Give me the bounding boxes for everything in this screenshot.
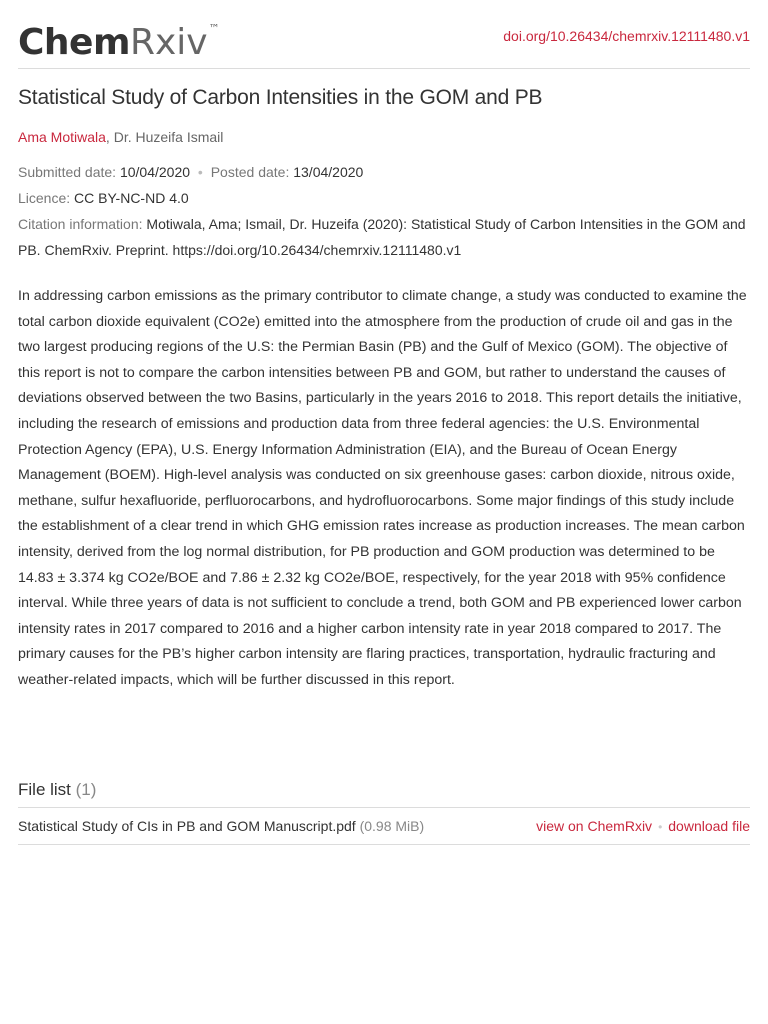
- dates-line: [18, 159, 750, 185]
- file-row: [18, 807, 750, 845]
- submitted-date: 10/04/2020: [119, 164, 191, 180]
- posted-date: 13/04/2020: [293, 164, 364, 180]
- file-entry: [18, 818, 424, 834]
- chemrxiv-logo[interactable]: [18, 22, 220, 64]
- meta-separator: •: [197, 164, 203, 180]
- citation-label: Citation information:: [18, 216, 143, 232]
- file-list-title: File list: [18, 780, 71, 799]
- action-separator: •: [658, 820, 663, 834]
- file-count: (1): [75, 780, 97, 799]
- author-list: [18, 129, 223, 145]
- citation-text: Motiwala, Ama; Ismail, Dr. Huzeifa (2020): Statistical Study of Carbon Intensities in the GOM and PB. ChemRxiv. Preprint. https://doi.org/10.26434/chemrxiv.12111480.v1: [18, 216, 746, 258]
- author-link[interactable]: Ama Motiwala: [18, 129, 106, 145]
- licence-label: Licence:: [18, 190, 71, 206]
- posted-label: Posted date:: [210, 164, 290, 180]
- file-size: (0.98 MiB): [359, 818, 425, 834]
- trademark-symbol: ™: [208, 22, 220, 35]
- header: [18, 18, 750, 69]
- download-file-link[interactable]: download file: [668, 818, 750, 834]
- author-separator: ,: [105, 129, 114, 145]
- licence-line: [18, 185, 750, 211]
- logo-rxiv-text: Rxiv: [129, 22, 208, 63]
- author-name: Dr. Huzeifa Ismail: [113, 129, 224, 145]
- file-name: Statistical Study of CIs in PB and GOM Manuscript.pdf: [18, 818, 356, 834]
- file-actions: [536, 818, 750, 834]
- doi-link[interactable]: doi.org/10.26434/chemrxiv.12111480.v1: [503, 28, 750, 44]
- file-list-heading: [18, 780, 96, 800]
- citation-block: [18, 211, 750, 263]
- paper-title: Statistical Study of Carbon Intensities in the GOM and PB: [18, 86, 543, 109]
- submitted-label: Submitted date:: [18, 164, 117, 180]
- logo-chem-text: Chem: [18, 22, 130, 63]
- view-on-chemrxiv-link[interactable]: view on ChemRxiv: [536, 818, 653, 834]
- licence-value: CC BY-NC-ND 4.0: [74, 190, 189, 206]
- abstract: In addressing carbon emissions as the primary contributor to climate change, a study was conducted to examine the total carbon dioxide equivalent (CO2e) emitted into the atmosphere from the production of crude oil and gas in the two largest producing regions of the U.S: the Permian Basin (PB) and the Gulf of Mexico (GOM). The objective of this report is not to compare the carbon intensities between PB and GOM, but rather to understand the causes of deviations observed between the two Basins, particularly in the years 2016 to 2018. This report details the initiative, including the research of emissions and production data from three federal agencies: the U.S. Environmental Protection Agency (EPA), U.S. Energy Information Administration (EIA), and the Bureau of Ocean Energy Management (BOEM). High-level analysis was conducted on six greenhouse gases: carbon dioxide, nitrous oxide, methane, sulfur hexafluoride, perfluorocarbons, and hydrofluorocarbons. Some major findings of this study include the establishment of a clear trend in which GHG emission rates increase as production increases. The mean carbon intensity, derived from the log normal distribution, for PB production and GOM production was determined to be 14.83 ± 3.374 kg CO2e/BOE and 7.86 ± 2.32 kg CO2e/BOE, respectively, for the year 2018 with 95% confidence interval. While three years of data is not sufficient to conclude a trend, both GOM and PB experienced lower carbon intensity rates in 2017 compared to 2016 and a higher carbon intensity rate in year 2018 compared to 2017. The primary causes for the PB’s higher carbon intensity are flaring practices, transportation, hydraulic fracturing and weather-related impacts, which will be further discussed in this report.: [18, 288, 747, 688]
